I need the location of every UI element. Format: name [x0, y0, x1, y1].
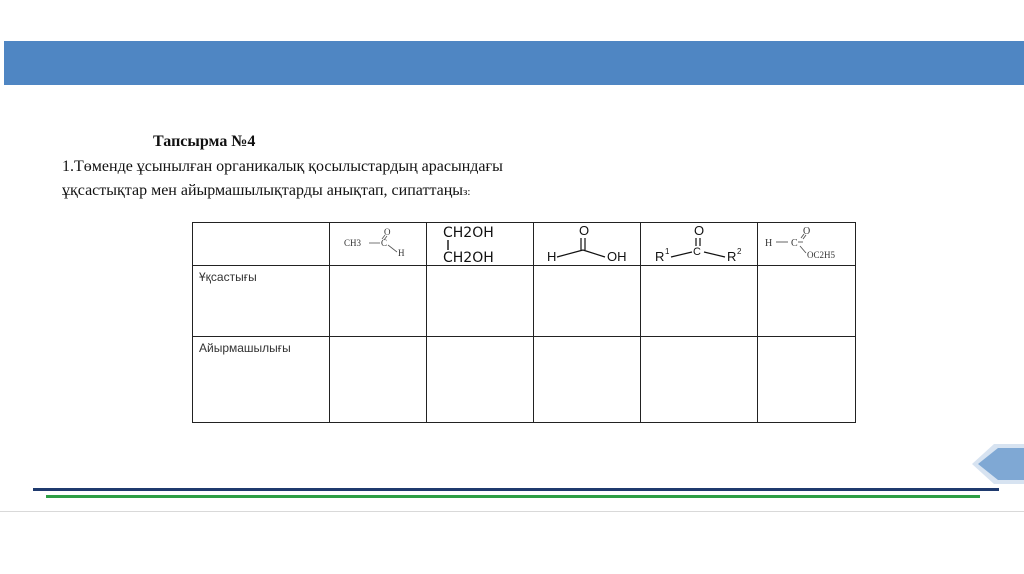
footer-line-navy [33, 488, 999, 491]
difference-cell[interactable] [534, 337, 641, 423]
acetaldehyde-formula [338, 226, 418, 262]
similarity-row [193, 266, 856, 337]
formic-acid-formula [539, 224, 635, 264]
difference-cell[interactable] [427, 337, 534, 423]
formula-cell-formic-acid [534, 223, 641, 266]
similarity-label-cell [193, 266, 330, 337]
similarity-cell[interactable] [330, 266, 427, 337]
glycol-bottom: CH2OH [443, 250, 494, 264]
formula-cell-ethyl-formate [758, 223, 856, 266]
formula-cell-acetaldehyde [330, 223, 427, 266]
table-header-row [193, 223, 856, 266]
ester-top: O [802, 226, 810, 237]
ketone-formula [647, 224, 751, 264]
ketone-right-sup: 2 [737, 247, 742, 256]
comparison-table [192, 222, 856, 423]
similarity-label: Ұқсастығы [199, 270, 257, 284]
difference-cell[interactable] [641, 337, 758, 423]
glycol-top: CH2OH [443, 225, 494, 241]
task-text [62, 155, 662, 204]
ketone-left: R [655, 249, 665, 264]
task-line-1: 1.Төменде ұсынылған органикалық қосылыстардың арасындағы [62, 158, 503, 175]
ester-atom: C [790, 238, 798, 249]
acetaldehyde-right: H [398, 248, 405, 258]
acetaldehyde-top: O [384, 227, 391, 237]
ketone-right: R [727, 249, 737, 264]
similarity-cell[interactable] [758, 266, 856, 337]
ketone-top: O [694, 224, 705, 238]
difference-label: Айырмашылығы [199, 341, 291, 355]
header-bar [4, 41, 1024, 85]
similarity-cell[interactable] [641, 266, 758, 337]
ketone-atom: C [693, 246, 701, 258]
formic-right: OH [607, 249, 627, 264]
formic-left: H [547, 249, 557, 264]
difference-cell[interactable] [758, 337, 856, 423]
ethylene-glycol-formula [433, 224, 527, 264]
acetaldehyde-atom: C [381, 238, 388, 248]
formula-cell-ketone [641, 223, 758, 266]
task-line-2: ұқсастықтар мен айырмашылықтарды анықтап, сипаттаңы [62, 182, 464, 199]
formic-top: O [579, 224, 590, 238]
prev-arrow-icon[interactable] [972, 444, 1024, 484]
corner-cell [193, 223, 330, 266]
ketone-left-sup: 1 [665, 247, 670, 256]
acetaldehyde-group: CH3 [344, 238, 362, 248]
difference-label-cell [193, 337, 330, 423]
difference-row [193, 337, 856, 423]
similarity-cell[interactable] [534, 266, 641, 337]
task-title: Тапсырма №4 [153, 133, 256, 150]
footer-line-green [46, 495, 980, 498]
difference-cell[interactable] [330, 337, 427, 423]
formula-cell-ethylene-glycol [427, 223, 534, 266]
ethyl-formate-formula [761, 225, 853, 263]
similarity-cell[interactable] [427, 266, 534, 337]
ester-right: OC2H5 [806, 250, 835, 260]
task-line-2-end: з: [463, 186, 471, 198]
ester-left: H [764, 238, 772, 249]
